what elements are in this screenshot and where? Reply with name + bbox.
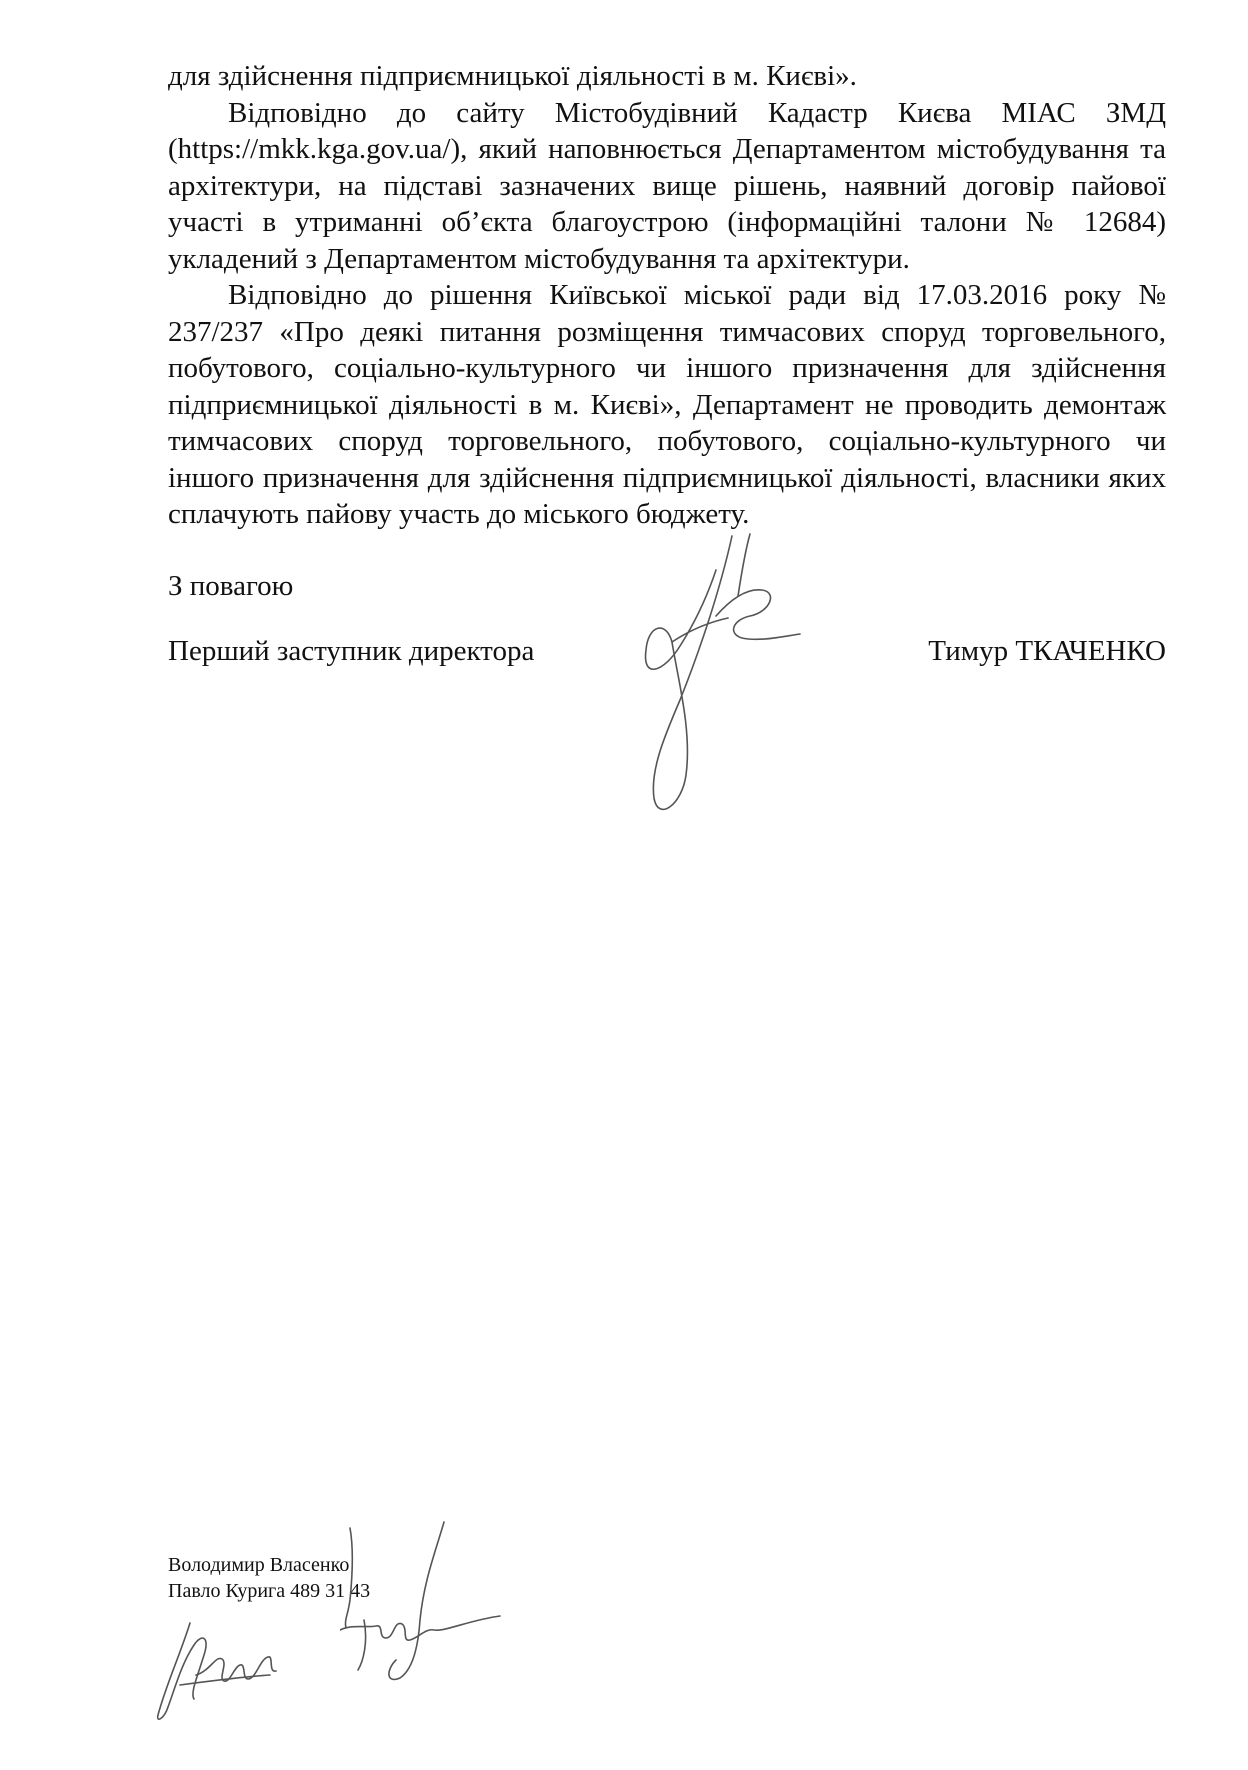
executor-signature-2 — [340, 1520, 510, 1685]
paragraph-cadastre: Відповідно до сайту Містобудівний Кадастр Києва МІАС ЗМД (https://mkk.kga.gov.ua/), який наповнюється Департаментом містобудування та архітектури, на підставі зазначених вище рішень, наявний договір пайової участі в утриманні об’єкта благоустрою (інформаційні талони № 12684) укладений з Департаментом містобудування та архітектури. — [168, 96, 1166, 275]
closing-greeting: З повагою — [168, 570, 294, 602]
signer-role: Перший заступник директора — [168, 635, 535, 667]
handwritten-signature — [620, 530, 820, 820]
paragraph-continuation: для здійснення підприємницької діяльності в м. Києві». — [168, 60, 857, 92]
paragraph-council-decision: Відповідно до рішення Київської міської ради від 17.03.2016 року № 237/237 «Про деякі питання розміщення тимчасових споруд торговельного, побутового, соціально-культурного чи іншого призначення для здійснення підприємницької діяльності в м. Києві», Департамент не проводить демонтаж тимчасових споруд торговельного, побутового, соціально-культурного чи іншого призначення для здійснення підприємницької діяльності, власники яких сплачують пайову участь до міського бюджету. — [168, 279, 1166, 530]
executor-signature-1 — [150, 1615, 290, 1725]
letter-body — [168, 58, 1166, 533]
executor-line-1: Володимир Власенко — [168, 1554, 350, 1576]
executor-line-2: Павло Курига 489 31 43 — [168, 1580, 371, 1602]
signer-name: Тимур ТКАЧЕНКО — [928, 635, 1166, 667]
